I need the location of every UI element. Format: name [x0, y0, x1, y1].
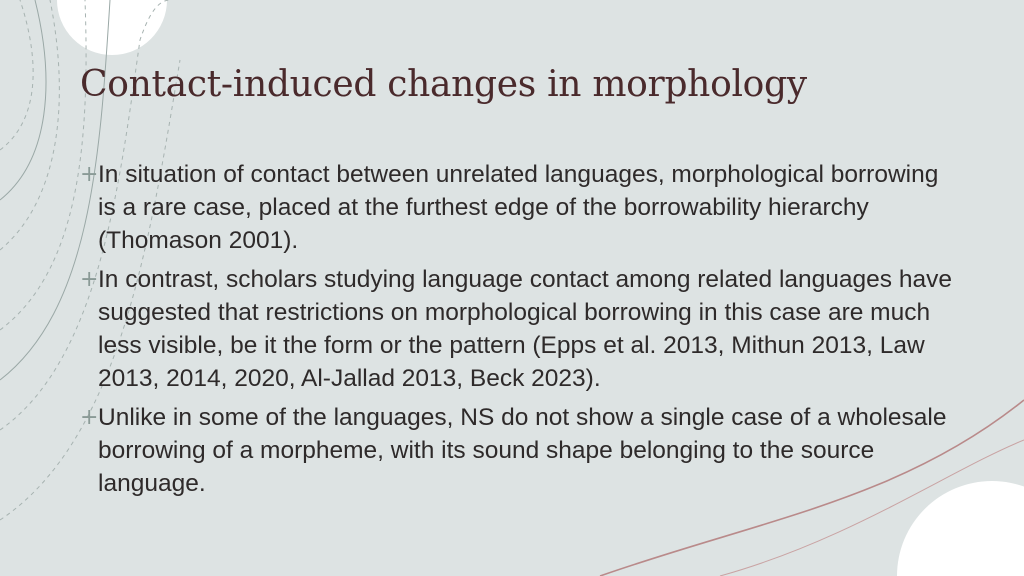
plus-icon: + [80, 267, 99, 292]
bullet-item [80, 263, 960, 395]
top-left-circle [57, 0, 167, 55]
bullet-text: Unlike in some of the languages, NS do not show a single case of a wholesale borrowing of a morpheme, with its sound shape belonging to the source language. [98, 404, 947, 497]
plus-icon: + [80, 162, 99, 187]
bullet-text: In contrast, scholars studying language contact among related languages have suggested that restrictions on morphological borrowing in this case are much less visible, be it the form or the pattern (Epps et al. 2013, Mithun 2013, Law 2013, 2014, 2020, Al-Jallad 2013, Beck 2023). [98, 266, 952, 392]
plus-icon: + [80, 405, 99, 430]
slide-title: Contact-induced changes in morphology [80, 64, 807, 105]
bullet-item [80, 401, 960, 500]
bullet-list [80, 158, 960, 506]
bullet-item [80, 158, 960, 257]
bullet-text: In situation of contact between unrelated languages, morphological borrowing is a rare case, placed at the furthest edge of the borrowability hierarchy (Thomason 2001). [98, 161, 939, 254]
